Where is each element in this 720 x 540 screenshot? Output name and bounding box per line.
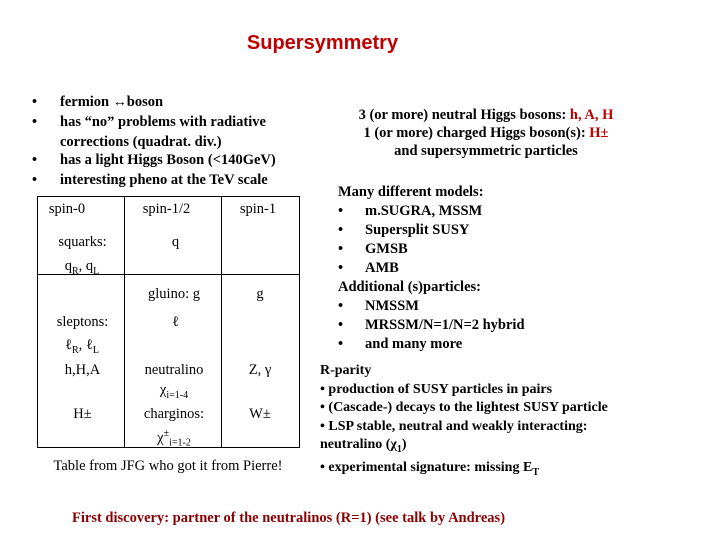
header-spin-half: spin-1/2	[142, 201, 191, 217]
neutralino-symbol: $\chi_{i=1-4}$	[159, 382, 189, 401]
list-item: • experimental signature: missing $E_T$	[320, 460, 539, 479]
rparity-heading: R-parity	[320, 363, 372, 378]
particle-table	[37, 196, 300, 448]
quark-symbol: q	[171, 234, 180, 250]
additional-heading: Additional (s)particles:	[338, 279, 481, 295]
footer-note: First discovery: partner of the neutralinos (R=1) (see talk by Andreas)	[72, 510, 506, 526]
list-item: • MRSSM/N=1/N=2 hybrid	[338, 317, 525, 333]
list-item: • Supersplit SUSY	[338, 222, 470, 238]
list-item: • has “no” problems with radiative corrections (quadrat. div.)	[32, 114, 266, 150]
double-arrow-icon: ↔	[112, 95, 127, 110]
slide-title: Supersymmetry	[246, 32, 399, 54]
list-item: • interesting pheno at the TeV scale	[32, 172, 268, 188]
chargino-symbol: $\chi^\pm_{i=1-2}$	[157, 428, 191, 449]
rparity-block	[320, 362, 720, 483]
gluino-label: gluino: g	[148, 286, 200, 302]
squarks-label: squarks:	[58, 234, 107, 250]
feature-list	[32, 92, 322, 192]
models-list	[338, 183, 638, 354]
charginos-label: charginos:	[143, 406, 205, 422]
list-item: neutralino $(\chi_1)$	[320, 437, 407, 455]
lepton-symbol: ℓ	[172, 314, 179, 330]
table-caption: Table from JFG who got it from Pierre!	[53, 458, 283, 474]
neutralino-label: neutralino	[144, 362, 204, 378]
w-symbol: W±	[249, 406, 271, 422]
list-item: • (Cascade-) decays to the lightest SUSY particle	[320, 400, 608, 415]
header-spin-1: spin-1	[239, 201, 277, 217]
gluon-symbol: g	[256, 286, 264, 302]
slepton-symbols: ℓ$_R$, ℓ$_L$	[65, 337, 99, 356]
list-item: • GMSB	[338, 241, 408, 257]
sleptons-label: sleptons:	[56, 314, 109, 330]
list-item: • fermion ↔boson	[32, 94, 164, 110]
higgs-summary: 3 (or more) neutral Higgs bosons: h, A, H 1 (or more) charged Higgs boson(s): H± and supersymmetric particles	[358, 107, 614, 159]
zgamma-symbol: Z, γ	[248, 362, 272, 378]
list-item: • m.SUGRA, MSSM	[338, 203, 483, 219]
list-item: • NMSSM	[338, 298, 419, 314]
higgs-label: h,H,A	[64, 362, 101, 378]
list-item: • production of SUSY particles in pairs	[320, 381, 553, 397]
list-item: • and many more	[338, 336, 463, 352]
charged-higgs-label: H±	[73, 406, 92, 422]
list-item: • AMB	[338, 260, 399, 276]
squark-symbols: $q_R$, $q_L$	[64, 258, 100, 277]
models-heading: Many different models:	[338, 184, 484, 200]
list-item: • has a light Higgs Boson (<140GeV)	[32, 152, 276, 168]
header-spin-0: spin-0	[48, 201, 86, 217]
list-item: • LSP stable, neutral and weakly interacting:	[320, 418, 588, 434]
